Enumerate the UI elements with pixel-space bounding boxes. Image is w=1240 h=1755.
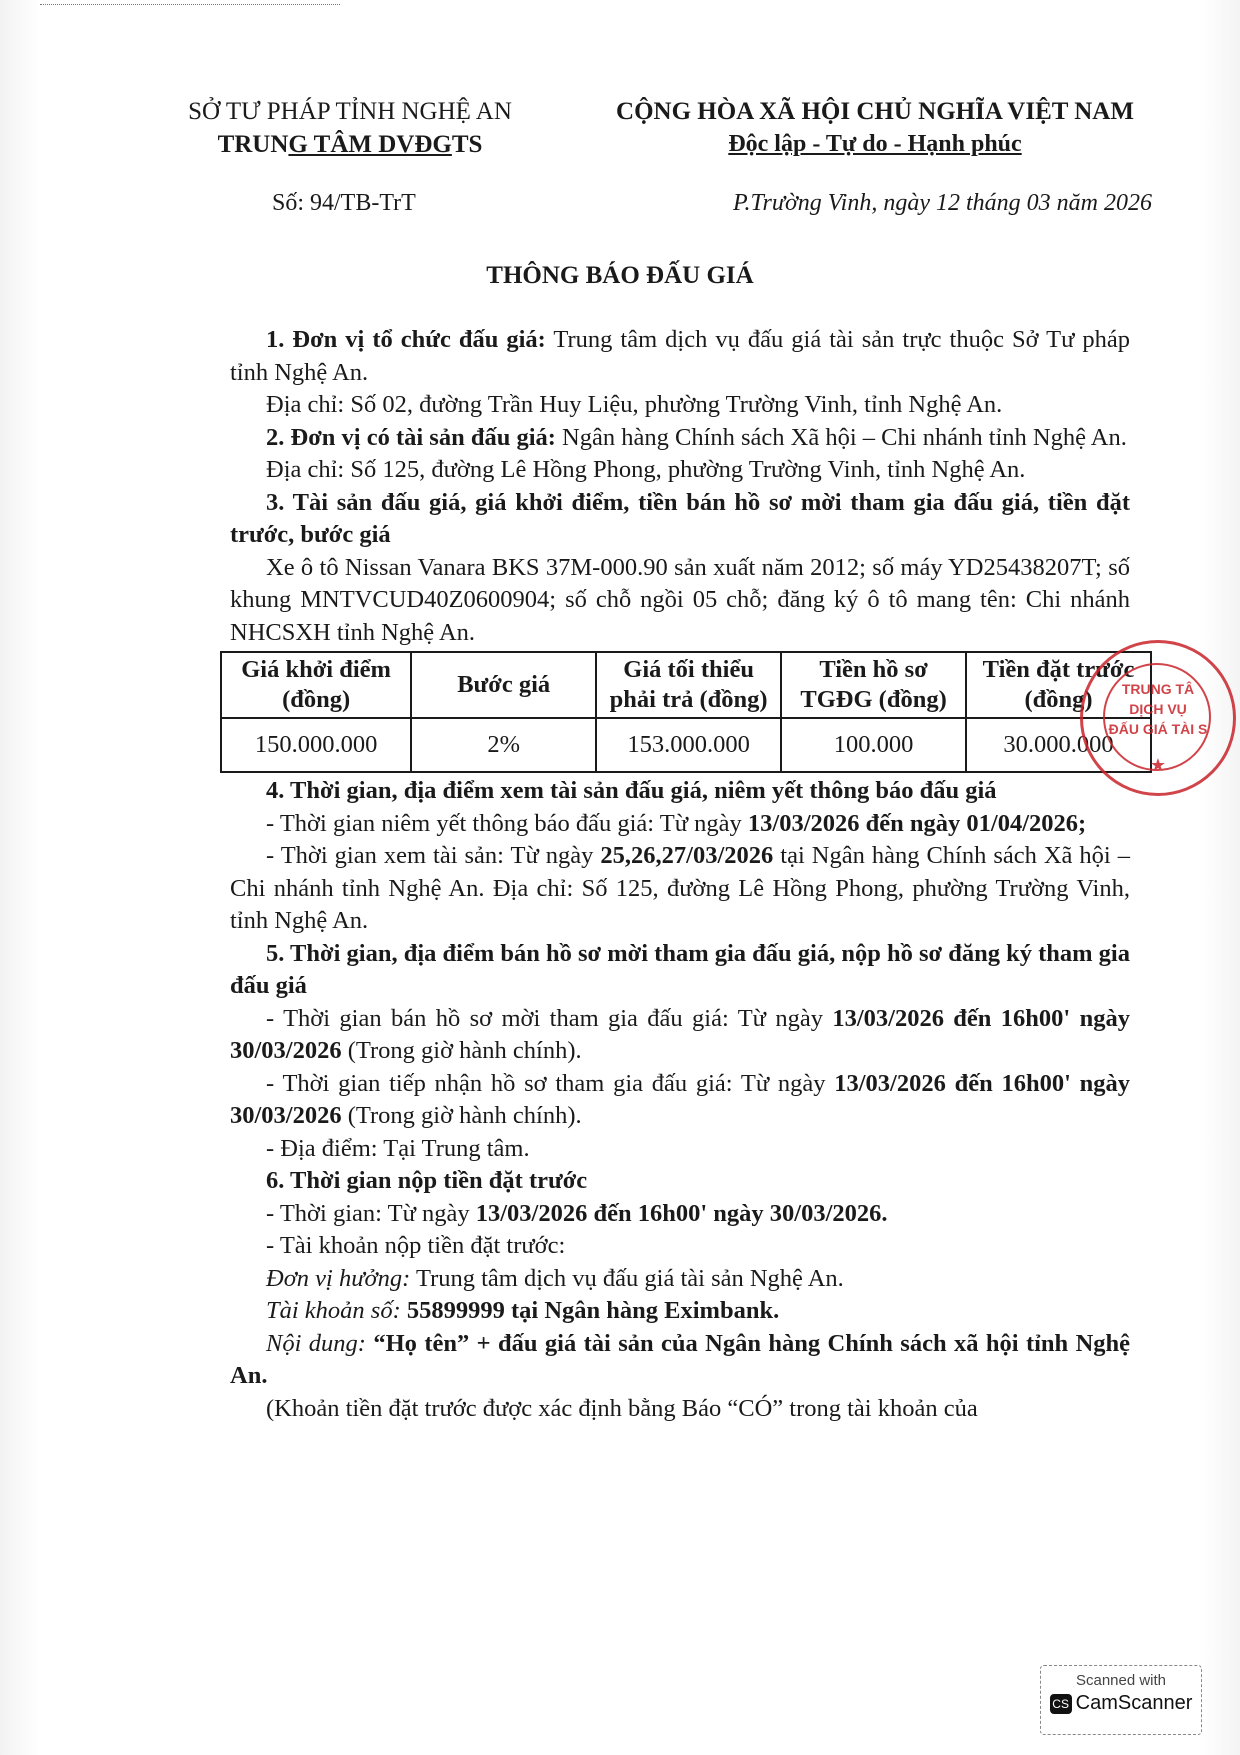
agency-name: TRUNG TÂM DVĐGTS: [217, 131, 483, 158]
document-date: P.Trường Vinh, ngày 12 tháng 03 năm 2026: [732, 190, 1152, 216]
watermark-brand: CS CamScanner: [1041, 1692, 1201, 1715]
camscanner-watermark: [1040, 1665, 1202, 1735]
section-6-heading: 6. Thời gian nộp tiền đặt trước: [266, 1167, 588, 1194]
table-cell: 30.000.000: [966, 718, 1151, 772]
payment-content-line: Nội dung: “Họ tên” + đấu giá tài sản của Ngân hàng Chính sách xã hội tỉnh Nghệ An.: [230, 1329, 1131, 1389]
section-5-line: - Thời gian tiếp nhận hồ sơ tham gia đấu giá: Từ ngày 13/03/2026 đến 16h00' ngày 30/03/2026 (Trong giờ hành chính).: [230, 1069, 1130, 1129]
national-motto: Độc lập - Tự do - Hạnh phúc: [728, 131, 1022, 157]
beneficiary-line: Đơn vị hưởng: Trung tâm dịch vụ đấu giá tài sản Nghệ An.: [266, 1264, 844, 1292]
section-6-line: - Tài khoản nộp tiền đặt trước:: [266, 1232, 566, 1259]
seal-text: TRUNG TÂ: [1121, 681, 1195, 697]
seal-text: ĐẤU GIÁ TÀI S: [1108, 721, 1208, 737]
country-name: CỘNG HÒA XÃ HỘI CHỦ NGHĨA VIỆT NAM: [616, 98, 1134, 125]
section-2-address: Địa chỉ: Số 125, đường Lê Hồng Phong, phường Trường Vinh, tỉnh Nghệ An.: [266, 456, 1026, 483]
document-title: THÔNG BÁO ĐẤU GIÁ: [486, 262, 754, 289]
issuing-agency: [160, 95, 540, 161]
section-5-heading: 5. Thời gian, địa điểm bán hồ sơ mời tham gia đấu giá, nộp hồ sơ đăng ký tham gia đấu giá: [230, 939, 1130, 999]
parent-agency: SỞ TƯ PHÁP TỈNH NGHỆ AN: [188, 98, 512, 125]
section-5-line: - Địa điểm: Tại Trung tâm.: [266, 1134, 530, 1162]
section-1-address: Địa chỉ: Số 02, đường Trần Huy Liệu, phường Trường Vinh, tỉnh Nghệ An.: [266, 391, 1003, 418]
seal-text: DỊCH VỤ: [1129, 701, 1187, 717]
table-row: [221, 718, 1151, 772]
scan-artifact: [40, 4, 340, 13]
section-4-line: - Thời gian niêm yết thông báo đấu giá: Từ ngày 13/03/2026 đến ngày 01/04/2026;: [266, 809, 1087, 837]
document-body: [230, 324, 1135, 1425]
section-5-line: - Thời gian bán hồ sơ mời tham gia đấu giá: Từ ngày 13/03/2026 đến 16h00' ngày 30/03/2026 (Trong giờ hành chính).: [230, 1004, 1130, 1064]
table-cell: 153.000.000: [596, 718, 781, 772]
account-line: Tài khoản số: 55899999 tại Ngân hàng Eximbank.: [266, 1297, 780, 1324]
official-seal: [1080, 640, 1236, 796]
camscanner-logo-icon: CS: [1050, 1694, 1072, 1714]
column-header: Giá tối thiểu phải trả (đồng): [596, 652, 781, 718]
section-2: 2. Đơn vị có tài sản đấu giá: Ngân hàng Chính sách Xã hội – Chi nhánh tỉnh Nghệ An.: [266, 423, 1127, 451]
section-1: 1. Đơn vị tổ chức đấu giá: Trung tâm dịch vụ đấu giá tài sản trực thuộc Sở Tư pháp tỉnh Nghệ An.: [230, 326, 1130, 386]
section-4-heading: 4. Thời gian, địa điểm xem tài sản đấu giá, niêm yết thông báo đấu giá: [266, 777, 997, 804]
document-number: Số: 94/TB-TrT: [272, 190, 416, 216]
section-3-heading: 3. Tài sản đấu giá, giá khởi điểm, tiền bán hồ sơ mời tham gia đấu giá, tiền đặt trước, bước giá: [230, 488, 1130, 548]
national-heading: [575, 95, 1175, 161]
price-table: [220, 651, 1152, 773]
section-4-line: - Thời gian xem tài sản: Từ ngày 25,26,27/03/2026 tại Ngân hàng Chính sách Xã hội – Chi nhánh tỉnh Nghệ An. Địa chỉ: Số 125, đường Lê Hồng Phong, phường Trường Vinh, tỉnh Nghệ An.: [230, 842, 1130, 934]
table-cell: 100.000: [781, 718, 966, 772]
table-cell: 2%: [411, 718, 596, 772]
column-header: Bước giá: [411, 652, 596, 718]
table-cell: 150.000.000: [221, 718, 411, 772]
asset-description: Xe ô tô Nissan Vanara BKS 37M-000.90 sản xuất năm 2012; số máy YD25438207T; số khung MNTVCUD40Z0600904; số chỗ ngồi 05 chỗ; đăng ký ô tô mang tên: Chi nhánh NHCSXH tỉnh Nghệ An.: [230, 553, 1130, 646]
table-header-row: [221, 652, 1151, 718]
column-header: Giá khởi điểm (đồng): [221, 652, 411, 718]
star-icon: ★: [1149, 755, 1167, 775]
watermark-caption: Scanned with: [1075, 1672, 1167, 1689]
column-header: Tiền hồ sơ TGĐG (đồng): [781, 652, 966, 718]
section-6-line: - Thời gian: Từ ngày 13/03/2026 đến 16h00' ngày 30/03/2026.: [266, 1199, 888, 1227]
column-header: Tiền đặt trước (đồng): [966, 652, 1151, 718]
section-6-note: (Khoản tiền đặt trước được xác định bằng Báo “CÓ” trong tài khoản của: [266, 1394, 978, 1422]
